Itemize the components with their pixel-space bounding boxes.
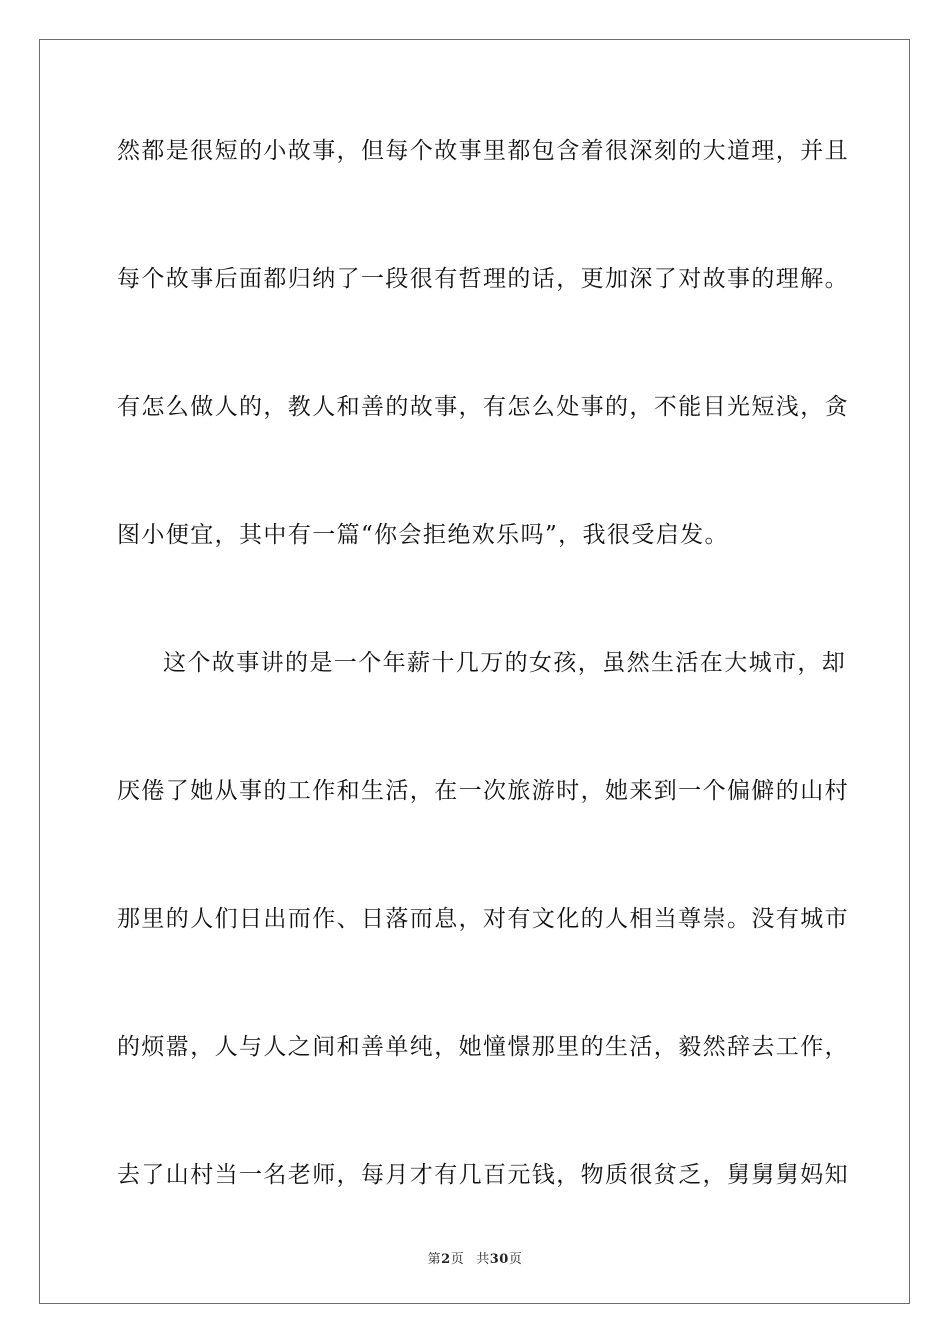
total-suffix: 页 (508, 1252, 523, 1267)
text-line: 然都是很短的小故事，但每个故事里都包含着很深刻的大道理，并且 (117, 138, 849, 164)
page-footer (0, 1248, 950, 1267)
current-page-number: 2 (441, 1252, 451, 1267)
page-prefix: 第 (427, 1252, 442, 1267)
text-line: 的烦嚣，人与人之间和善单纯，她憧憬那里的生活，毅然辞去工作， (117, 1034, 849, 1060)
document-body (117, 126, 849, 1278)
text-line: 有怎么做人的，教人和善的故事，有怎么处事的，不能目光短浅，贪 (117, 394, 849, 420)
total-prefix: 共 (476, 1252, 490, 1267)
text-line: 厌倦了她从事的工作和生活，在一次旅游时，她来到一个偏僻的山村 (117, 778, 849, 804)
text-line: 去了山村当一名老师，每月才有几百元钱，物质很贫乏，舅舅舅妈知 (117, 1162, 849, 1188)
page-suffix: 页 (450, 1252, 465, 1267)
text-line: 图小便宜，其中有一篇“你会拒绝欢乐吗”，我很受启发。 (117, 522, 729, 548)
text-line: 每个故事后面都归纳了一段很有哲理的话，更加深了对故事的理解。 (117, 266, 849, 292)
total-page-count: 30 (489, 1252, 509, 1267)
text-line: 那里的人们日出而作、日落而息，对有文化的人相当尊崇。没有城市 (117, 906, 849, 932)
paragraph-start-line: 这个故事讲的是一个年薪十几万的女孩，虽然生活在大城市，却 (163, 650, 847, 676)
